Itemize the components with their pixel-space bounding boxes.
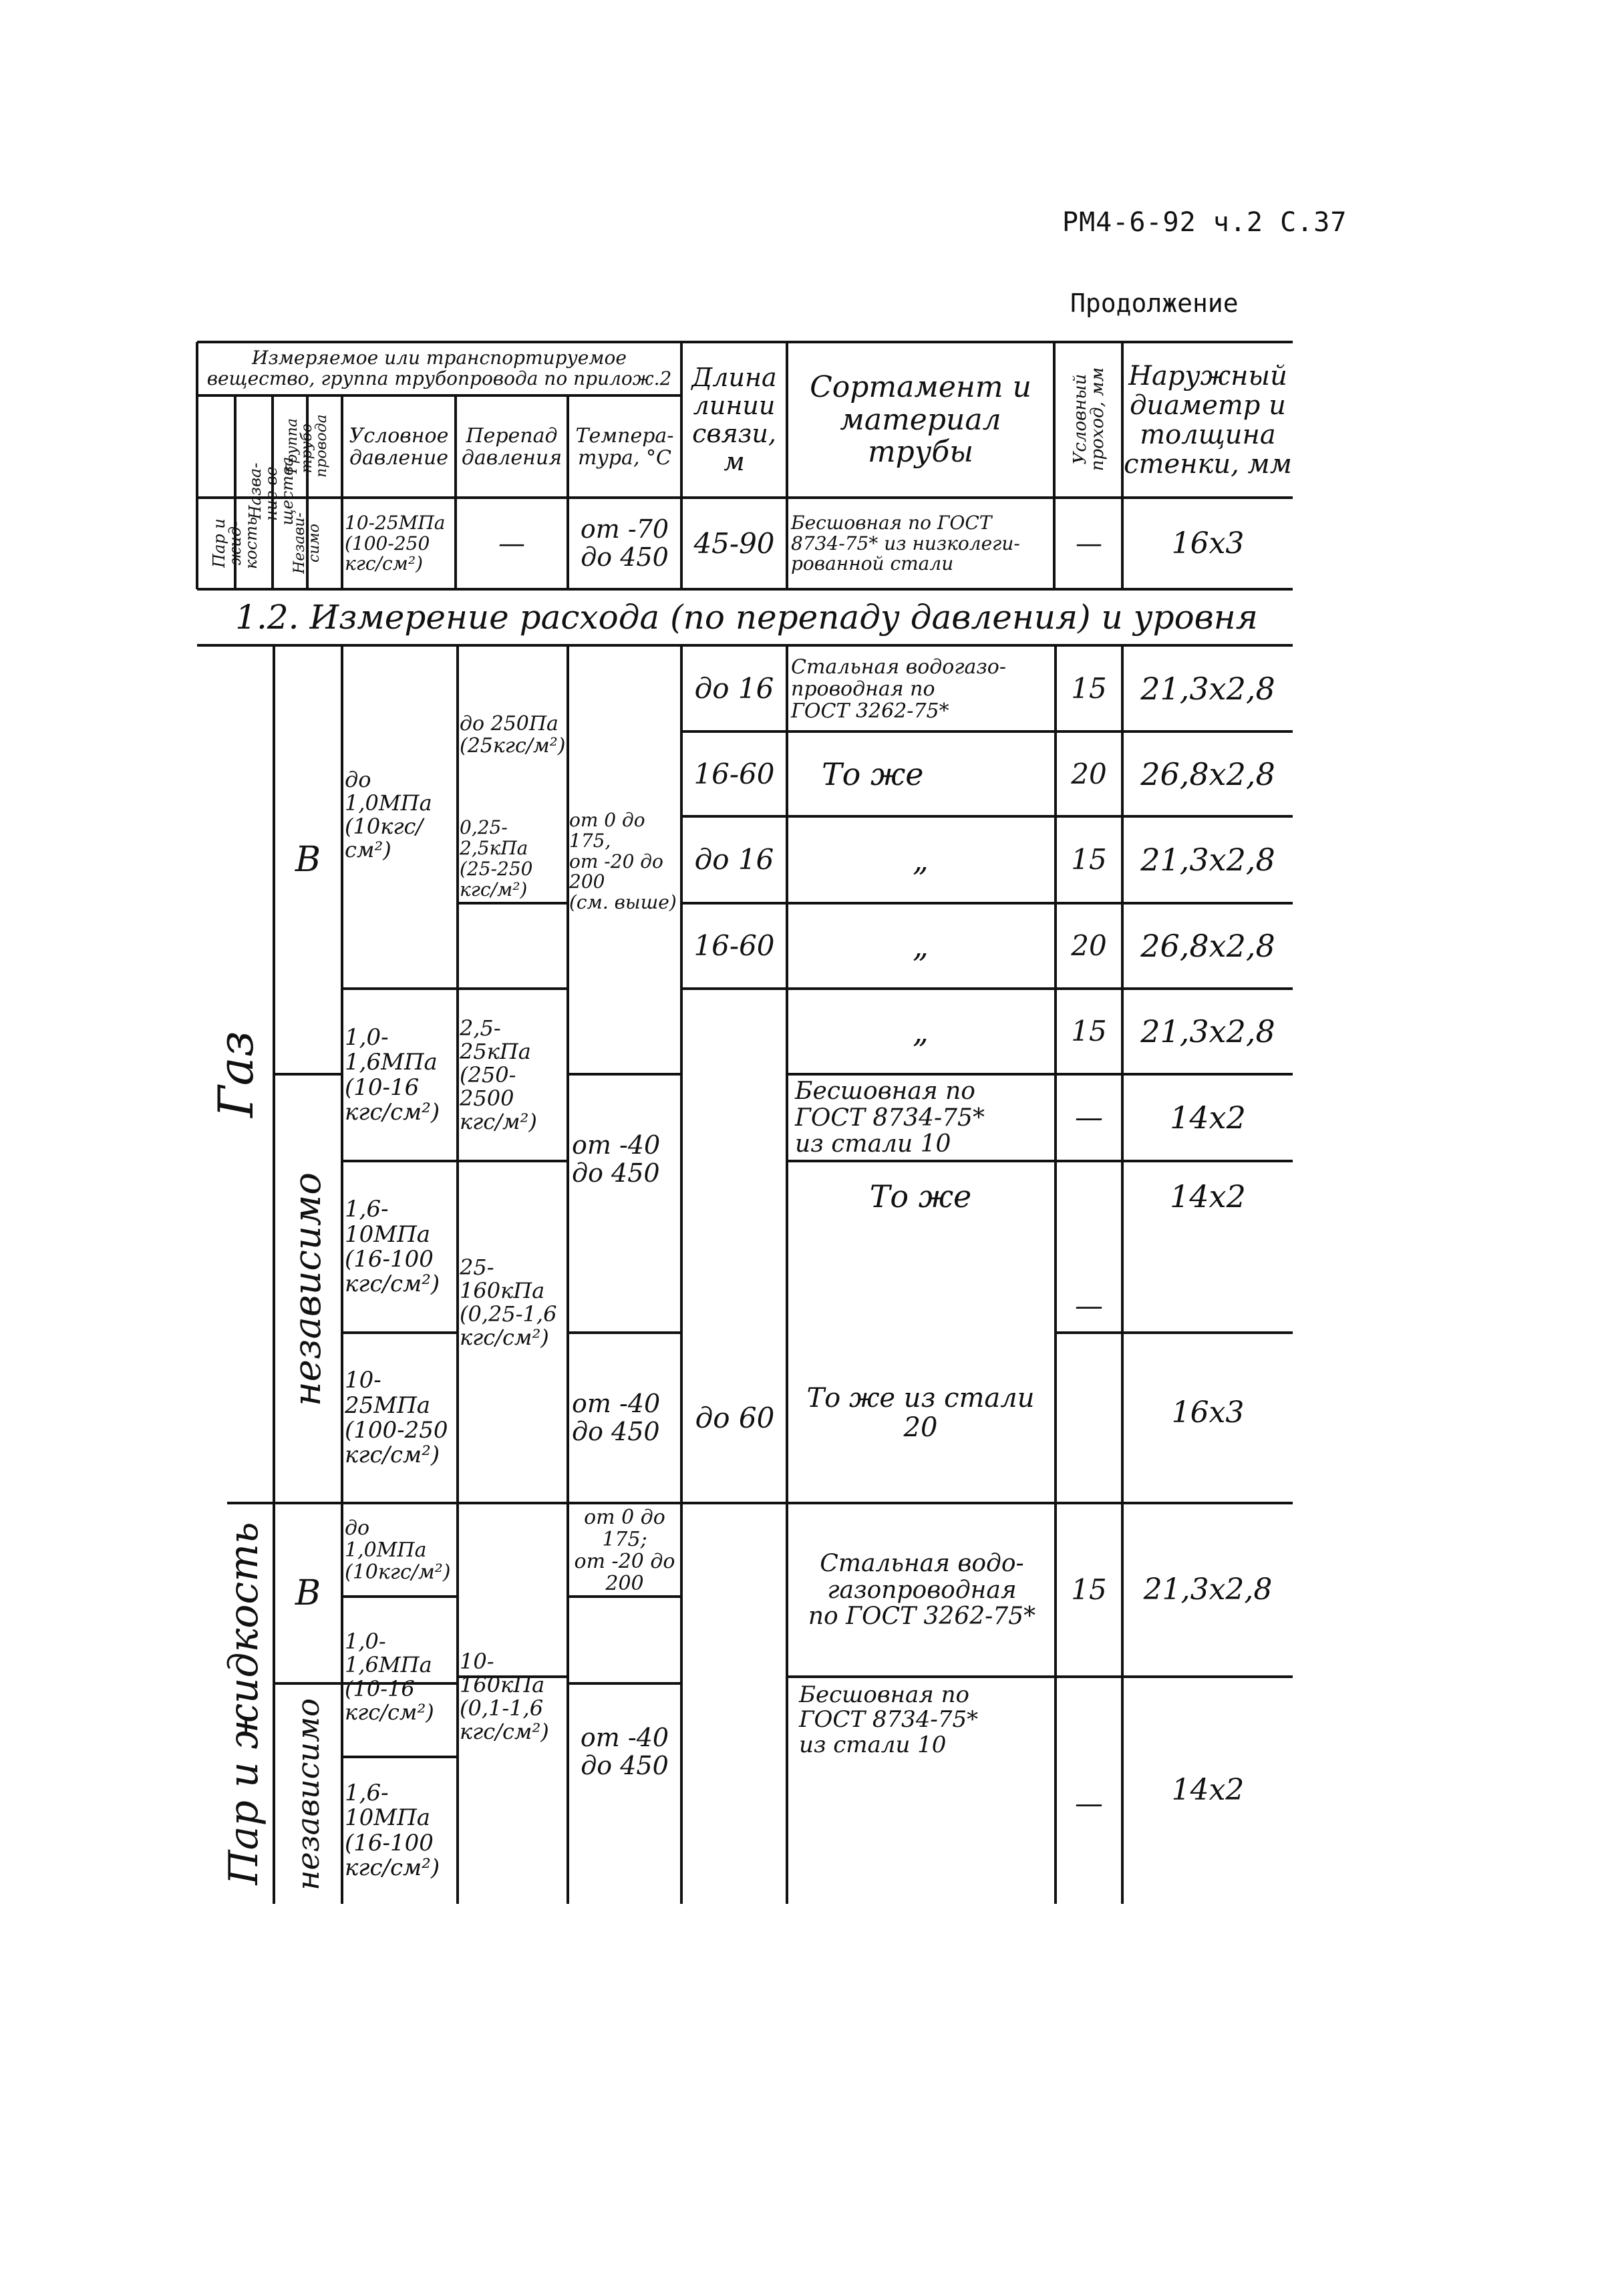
steam-group-b: В [295, 1573, 321, 1613]
gas-substance: Газ [207, 1031, 264, 1118]
gas-row2-assortment: То же [822, 756, 924, 792]
gas-row7-assortment: То же [869, 1178, 972, 1214]
steam-pressure-2: 1,0-1,6МПа (10-16 кгс/см²) [345, 1629, 434, 1725]
gas-row3-bore: 15 [1071, 843, 1107, 876]
gas-group-independent: независимо [286, 1172, 329, 1407]
row1-dp: — [498, 528, 525, 559]
steam-row1-assortment: Стальная водо- газопроводная по ГОСТ 3262-75* [808, 1550, 1036, 1631]
gas-dp-4: 25-160кПа (0,25-1,6 кгс/см²) [460, 1254, 557, 1351]
steam-pressure-3: 1,6-10МПа (16-100 кгс/см²) [345, 1779, 440, 1881]
gas-row5-assortment: „ [913, 1013, 929, 1050]
gas-temperature-2: от -40 до 450 [572, 1130, 661, 1188]
gas-dp-3: 2,5-25кПа (250-2500 кгс/м²) [460, 1015, 537, 1135]
gas-row1-assortment: Стальная водогазо- проводная по ГОСТ 3262-75* [791, 655, 1006, 723]
header-pressure: Условное давление [349, 424, 449, 470]
header-assortment: Сортамент и материал трубы [810, 370, 1031, 470]
steam-substance: Пар и жидкость [220, 1522, 267, 1885]
gas-row8-bore: — [1075, 1289, 1103, 1322]
gas-row3-length: до 16 [694, 843, 774, 876]
document-code: РМ4-6-92 ч.2 С.37 [1062, 207, 1347, 238]
gas-row2-bore: 20 [1071, 757, 1107, 790]
row1-outer-diameter: 16x3 [1171, 526, 1245, 560]
gas-row4-length: 16-60 [693, 929, 775, 963]
gas-pressure-3: 1,6-10МПа (16-100 кгс/см²) [345, 1196, 440, 1298]
header-temperature: Темпера- тура, °С [575, 424, 674, 470]
gas-row1-length: до 16 [694, 671, 774, 705]
gas-row2-od: 26,8x2,8 [1140, 756, 1275, 792]
continuation-label: Продолжение [1070, 289, 1239, 318]
steam-row1-bore: 15 [1071, 1573, 1107, 1607]
row1-pipe-group: Незави- симо [291, 512, 323, 574]
gas-pressure-4: 10-25МПа (100-250 кгс/см²) [345, 1367, 448, 1469]
gas-row8-assortment: То же из стали 20 [806, 1383, 1035, 1443]
steam-temperature-2: от -40 до 450 [580, 1723, 669, 1780]
steam-group-independent: независимо [290, 1698, 326, 1891]
header-substance-group: Измеряемое или транспортируемое вещество, группа трубопровода по прилож.2 [206, 347, 672, 389]
gas-row3-assortment: „ [913, 842, 929, 878]
steam-pressure-1: до 1,0МПа (10кгс/м²) [345, 1516, 451, 1584]
steam-row2-assortment: Бесшовная по ГОСТ 8734-75* из стали 10 [799, 1681, 979, 1758]
gas-row6-bore: — [1075, 1101, 1103, 1134]
steam-dp: 10-160кПа (0,1-1,6 кгс/см²) [460, 1648, 549, 1745]
steam-row1-od: 21,3x2,8 [1143, 1573, 1273, 1607]
gas-dp-2: 0,25-2,5кПа (25-250 кгс/м²) [460, 816, 533, 900]
gas-row4-od: 26,8x2,8 [1140, 928, 1275, 965]
gas-row1-bore: 15 [1071, 671, 1107, 705]
gas-length-60: до 60 [695, 1401, 775, 1434]
gas-row4-assortment: „ [913, 928, 929, 965]
gas-row2-length: 16-60 [693, 757, 775, 790]
gas-row1-od: 21,3x2,8 [1140, 670, 1275, 707]
gas-pressure-1: до 1,0МПа (10кгс/см²) [345, 766, 432, 863]
gas-temperature-1: от 0 до 175, от -20 до 200 (см. выше) [569, 809, 677, 914]
steam-temperature-1: от 0 до 175; от -20 до 200 [574, 1505, 675, 1595]
gas-row3-od: 21,3x2,8 [1140, 842, 1275, 878]
row1-temperature: от -70 до 450 [580, 514, 669, 572]
gas-pressure-2: 1,0-1,6МПа (10-16 кгс/см²) [345, 1023, 440, 1126]
steam-row2-od: 14x2 [1171, 1772, 1245, 1807]
gas-row5-bore: 15 [1071, 1015, 1107, 1048]
header-differential-pressure: Перепад давления [461, 424, 563, 470]
gas-row7-od: 14x2 [1170, 1178, 1246, 1214]
gas-dp-1: до 250Па (25кгс/м²) [460, 712, 566, 758]
header-pipe-group: Группа трубо- провода [284, 414, 330, 478]
gas-group-b: В [295, 840, 321, 880]
row1-assortment: Бесшовная по ГОСТ 8734-75* из низколеги- рованной стали [791, 511, 1020, 575]
steam-row2-bore: — [1075, 1786, 1103, 1820]
gas-row8-od: 16x3 [1171, 1395, 1245, 1430]
gas-row6-assortment: Бесшовная по ГОСТ 8734-75* из стали 10 [795, 1078, 985, 1158]
gas-row5-od: 21,3x2,8 [1140, 1013, 1275, 1050]
row1-line-length: 45-90 [693, 526, 775, 560]
gas-temperature-3: от -40 до 450 [572, 1389, 661, 1446]
header-line-length: Длина линии связи, м [691, 363, 777, 476]
section-title: 1.2. Измерение расхода (по перепаду давления) и уровня [235, 597, 1258, 637]
row1-pressure: 10-25МПа (100-250 кгс/см²) [345, 511, 446, 575]
header-nominal-bore: Условный проход, мм [1070, 367, 1108, 472]
gas-row6-od: 14x2 [1170, 1100, 1246, 1136]
row1-nominal-bore: — [1076, 528, 1102, 559]
header-substance-name: Назва- ние ве- щества [246, 456, 297, 526]
gas-row4-bore: 20 [1071, 929, 1107, 963]
header-outer-diameter: Наружный диаметр и толщина стенки, мм [1124, 361, 1292, 480]
row1-substance: Пар и жид- кость [209, 516, 261, 570]
